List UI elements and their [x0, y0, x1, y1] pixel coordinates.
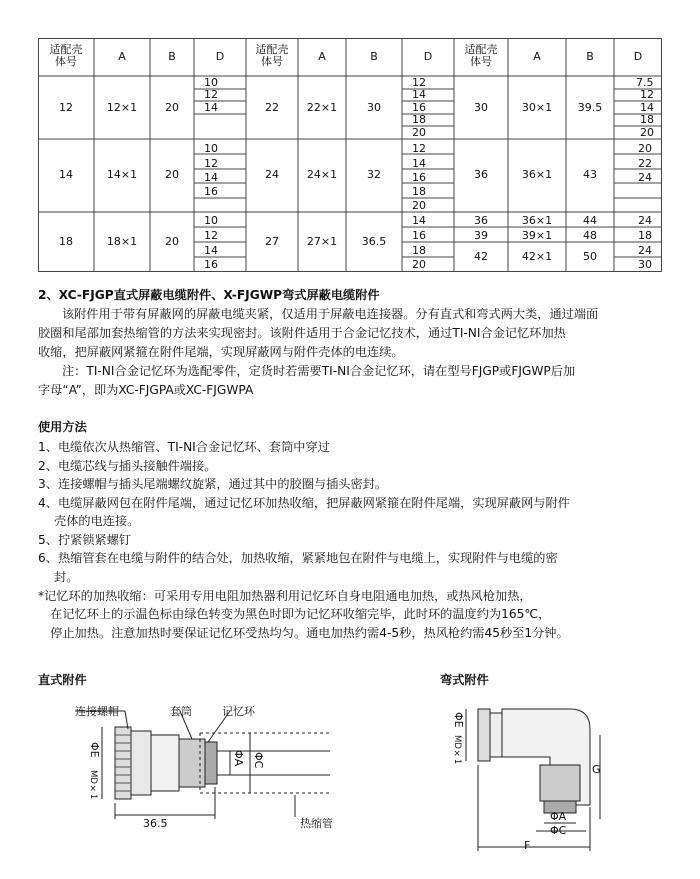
- table-cell: 14×1: [106, 168, 138, 181]
- header-shell: 适配壳 体号: [464, 43, 498, 68]
- table-cell: 50: [583, 250, 597, 263]
- table-cell: 39×1: [521, 229, 553, 242]
- table-cell: 12×1: [106, 101, 138, 114]
- header-D: D: [423, 50, 433, 63]
- table-cell: 24: [265, 168, 279, 181]
- label-length: 36.5: [143, 817, 168, 830]
- table-cell: 20: [165, 101, 179, 114]
- table-cell: 18: [412, 244, 426, 257]
- label-ring: 记忆环: [222, 705, 255, 718]
- header-D: D: [215, 50, 225, 63]
- note-line: 字母“A”，即为XC-FJGPA或XC-FJGWPA: [38, 383, 254, 397]
- table-cell: 22×1: [306, 101, 338, 114]
- table-cell: 20: [165, 235, 179, 248]
- table-cell: 12: [204, 229, 218, 242]
- header-A: A: [533, 50, 541, 63]
- header-B: B: [168, 50, 176, 63]
- table-cell: 36: [474, 168, 488, 181]
- table-cell: 36.5: [361, 235, 387, 248]
- table-cell: 20: [412, 126, 426, 139]
- table-cell: 27: [265, 235, 279, 248]
- usage-step: 4、电缆屏蔽网包在附件尾端，通过记忆环加热收缩，把屏蔽网紧箍在附件尾端，实现屏蔽网与附件: [38, 496, 570, 510]
- table-cell: 39: [474, 229, 488, 242]
- usage-step: 1、电缆依次从热缩管、TI-NI合金记忆环、套筒中穿过: [38, 440, 330, 454]
- table-cell: 20: [640, 126, 654, 139]
- table-cell: 18×1: [106, 235, 138, 248]
- header-shell: 适配壳 体号: [255, 43, 289, 68]
- table-cell: 30: [367, 101, 381, 114]
- table-cell: 30: [638, 258, 652, 271]
- table-cell: 22: [265, 101, 279, 114]
- table-cell: 10: [204, 214, 218, 227]
- paragraph-line: 胶圈和尾部加套热缩管的方法来实现密封。该附件适用于合金记忆技术，通过TI-NI合金记忆环加热: [38, 326, 566, 340]
- table-cell: 18: [638, 229, 652, 242]
- table-cell: 14: [412, 157, 426, 170]
- label-F: F: [524, 839, 531, 852]
- label-nut: 连接螺帽: [75, 705, 119, 718]
- table-cell: 24: [638, 214, 652, 227]
- label-shrink: 热缩管: [300, 817, 333, 830]
- table-cell: 36×1: [521, 168, 553, 181]
- table-cell: 48: [583, 229, 597, 242]
- table-cell: 10: [204, 142, 218, 155]
- note-line: 注：TI-NI合金记忆环为选配零件，定货时若需要TI-NI合金记忆环，请在型号FJGP或FJGWP后加: [62, 364, 576, 378]
- header-A: A: [318, 50, 326, 63]
- table-cell: 16: [204, 258, 218, 271]
- angled-title: 弯式附件: [440, 673, 489, 687]
- section-title: 2、XC-FJGP直式屏蔽电缆附件、X-FJGWP弯式屏蔽电缆附件: [38, 288, 380, 302]
- table-cell: 42: [474, 250, 488, 263]
- table-cell: 12: [204, 88, 218, 101]
- table-cell: 27×1: [306, 235, 338, 248]
- table-cell: 24: [638, 171, 652, 184]
- usage-step: 2、电缆芯线与插头接触件端接。: [38, 459, 217, 473]
- table-cell: 30×1: [521, 101, 553, 114]
- table-cell: 16: [204, 185, 218, 198]
- table-cell: 44: [583, 214, 597, 227]
- table-cell: 36×1: [521, 214, 553, 227]
- label-md: MD×1: [452, 735, 462, 765]
- table-cell: 32: [367, 168, 381, 181]
- label-phiC: ΦC: [252, 752, 265, 769]
- table-cell: 36: [474, 214, 488, 227]
- label-phiE: ΦE: [452, 712, 465, 728]
- header-shell: 适配壳 体号: [49, 43, 83, 68]
- usage-step: 壳体的电连接。: [38, 514, 140, 528]
- table-cell: 14: [59, 168, 73, 181]
- usage-step: 3、连接螺帽与插头尾端螺纹旋紧，通过其中的胶圈与插头密封。: [38, 477, 388, 491]
- table-cell: 14: [204, 171, 218, 184]
- table-cell: 22: [638, 157, 652, 170]
- table-cell: 12: [412, 76, 426, 89]
- table-cell: 20: [165, 168, 179, 181]
- header-A: A: [118, 50, 126, 63]
- usage-step: 5、拧紧锁紧螺钉: [38, 533, 132, 547]
- table-cell: 18: [640, 113, 654, 126]
- label-phiE: ΦE: [88, 742, 101, 758]
- usage-note: 在记忆环上的示温色标由绿色转变为黑色时即为记忆环收缩完毕，此时环的温度约为165℃，: [38, 607, 551, 621]
- straight-title: 直式附件: [38, 673, 87, 687]
- usage-step: 6、热缩管套在电缆与附件的结合处，加热收缩，紧紧地包在附件与电缆上，实现附件与电缆的密: [38, 551, 558, 565]
- table-cell: 12: [204, 157, 218, 170]
- table-cell: 20: [638, 142, 652, 155]
- table-cell: 20: [412, 199, 426, 212]
- table-cell: 18: [59, 235, 73, 248]
- table-cell: 30: [474, 101, 488, 114]
- table-cell: 18: [412, 113, 426, 126]
- table-cell: 18: [412, 185, 426, 198]
- table-cell: 10: [204, 76, 218, 89]
- spec-table: [38, 38, 662, 272]
- table-cell: 12: [59, 101, 73, 114]
- label-phiA: ΦA: [550, 810, 567, 823]
- table-cell: 16: [412, 171, 426, 184]
- table-cell: 12: [412, 142, 426, 155]
- header-D: D: [633, 50, 643, 63]
- table-cell: 14: [412, 214, 426, 227]
- usage-title: 使用方法: [38, 420, 87, 434]
- angled-fitting-drawing: [440, 695, 640, 860]
- label-sleeve: 套筒: [170, 705, 192, 718]
- header-B: B: [370, 50, 378, 63]
- table-cell: 42×1: [521, 250, 553, 263]
- table-cell: 14: [204, 244, 218, 257]
- table-cell: 39.5: [577, 101, 603, 114]
- table-cell: 7.5: [636, 76, 654, 89]
- table-cell: 24: [638, 244, 652, 257]
- header-B: B: [586, 50, 594, 63]
- paragraph-line: 收缩，把屏蔽网紧箍在附件尾端，实现屏蔽网与附件壳体的电连续。: [38, 345, 404, 359]
- table-cell: 14: [640, 101, 654, 114]
- label-phiA: ΦA: [232, 750, 245, 767]
- table-cell: 20: [412, 258, 426, 271]
- usage-note: 停止加热。注意加热时要保证记忆环受热均匀。通电加热约需4-5秒，热风枪约需45秒至1分钟。: [38, 626, 569, 640]
- paragraph-line: 该附件用于带有屏蔽网的屏蔽电缆夹紧，仅适用于屏蔽电连接器。分有直式和弯式两大类，通过端面: [62, 307, 599, 321]
- table-cell: 16: [412, 229, 426, 242]
- usage-note: *记忆环的加热收缩：可采用专用电阻加热器利用记忆环自身电阻通电加热，或热风枪加热，: [38, 589, 532, 603]
- table-cell: 43: [583, 168, 597, 181]
- label-phiC: ΦC: [550, 824, 567, 837]
- table-cell: 14: [204, 101, 218, 114]
- label-md: MD×1: [88, 770, 98, 800]
- table-cell: 16: [412, 101, 426, 114]
- usage-step: 封。: [38, 570, 79, 584]
- table-cell: 24×1: [306, 168, 338, 181]
- table-cell: 14: [412, 88, 426, 101]
- label-G: G: [592, 763, 601, 776]
- table-cell: 12: [640, 88, 654, 101]
